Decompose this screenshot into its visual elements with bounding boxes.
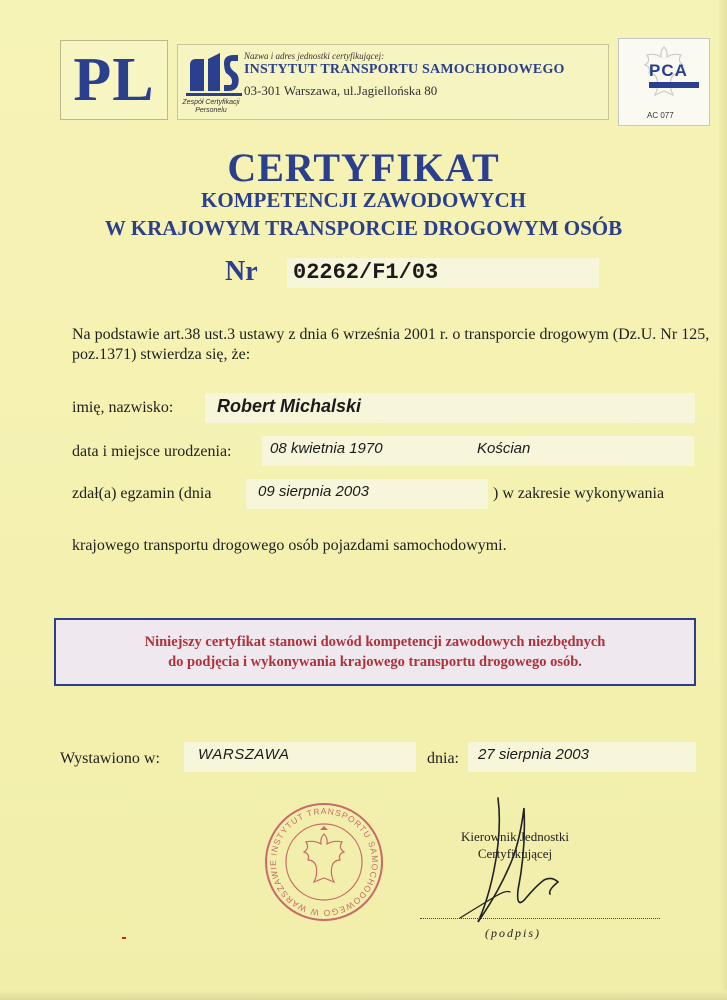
- signer-title-line-2: Certyfikującej: [477, 846, 553, 861]
- number-label: Nr: [225, 256, 258, 287]
- birth-field: [262, 436, 694, 466]
- name-label: imię, nazwisko:: [72, 399, 174, 416]
- page-edge-bottom: [0, 990, 727, 1000]
- certificate-subtitle-1: KOMPETENCJI ZAWODOWYCH: [201, 188, 526, 212]
- accreditation-box: [618, 38, 710, 126]
- legal-basis-text: Na podstawie art.38 ust.3 ustawy z dnia 6 września 2001 r. o transporcie drogowym (Dz.U. Nr 125, poz.1371) stwierdza się, że:: [72, 326, 710, 363]
- birth-label: data i miejsce urodzenia:: [72, 443, 232, 460]
- its-logo-icon: [186, 51, 242, 99]
- issue-date: 27 sierpnia 2003: [468, 742, 696, 772]
- institute-address: 03-301 Warszawa, ul.Jagiellońska 80: [244, 83, 438, 98]
- holder-name: Robert Michalski: [205, 393, 695, 423]
- exam-label: zdał(a) egzamin (dnia: [72, 485, 212, 502]
- issue-date-label: dnia:: [427, 750, 459, 767]
- birth-date: 08 kwietnia 1970: [270, 440, 383, 457]
- notice-box: [54, 618, 696, 686]
- signer-title-line-1: Kierownik Jednostki: [461, 829, 569, 844]
- birth-place: Kościan: [477, 440, 531, 457]
- signature-line: [420, 918, 660, 919]
- institute-name: INSTYTUT TRANSPORTU SAMOCHODOWEGO: [244, 62, 565, 77]
- pca-logo: [649, 61, 688, 81]
- issue-place: WARSZAWA: [184, 742, 416, 772]
- scope-text: krajowego transportu drogowego osób pojazdami samochodowymi.: [72, 537, 507, 554]
- exam-scope-suffix: ) w zakresie wykonywania: [493, 485, 665, 502]
- svg-text:INSTYTUT TRANSPORTU SAMOCHODOW: [268, 806, 380, 918]
- certificate-subtitle-2: W KRAJOWYM TRANSPORCIE DROGOWYM OSÓB: [104, 216, 623, 240]
- signature-caption: (podpis): [485, 926, 541, 940]
- notice-line-2: do podjęcia i wykonywania krajowego transportu drogowego osób.: [168, 654, 582, 670]
- notice-line-1: Niniejszy certyfikat stanowi dowód kompetencji zawodowych niezbędnych: [144, 634, 606, 650]
- certificate-title: CERTYFIKAT: [227, 145, 500, 190]
- country-code: PL: [73, 45, 155, 114]
- exam-date: 09 sierpnia 2003: [246, 479, 488, 509]
- seal-text: INSTYTUT TRANSPORTU SAMOCHODOWEGO W WARSZAWIE: [267, 805, 381, 919]
- institute-box: [177, 44, 609, 120]
- country-code-box: [60, 40, 168, 120]
- official-seal-icon: [262, 800, 386, 924]
- institute-label: Nazwa i adres jednostki certyfikującej:: [244, 51, 385, 61]
- issue-place-label: Wystawiono w:: [60, 750, 160, 767]
- logo-caption: Zespół Certyfikacji Personelu: [182, 99, 240, 114]
- pca-logo-bar: [649, 82, 699, 88]
- red-mark: [122, 937, 126, 939]
- accreditation-code: AC 077: [647, 111, 674, 120]
- pca-logo-text: PCA: [649, 61, 688, 80]
- certificate-number: 02262/F1/03: [287, 258, 599, 288]
